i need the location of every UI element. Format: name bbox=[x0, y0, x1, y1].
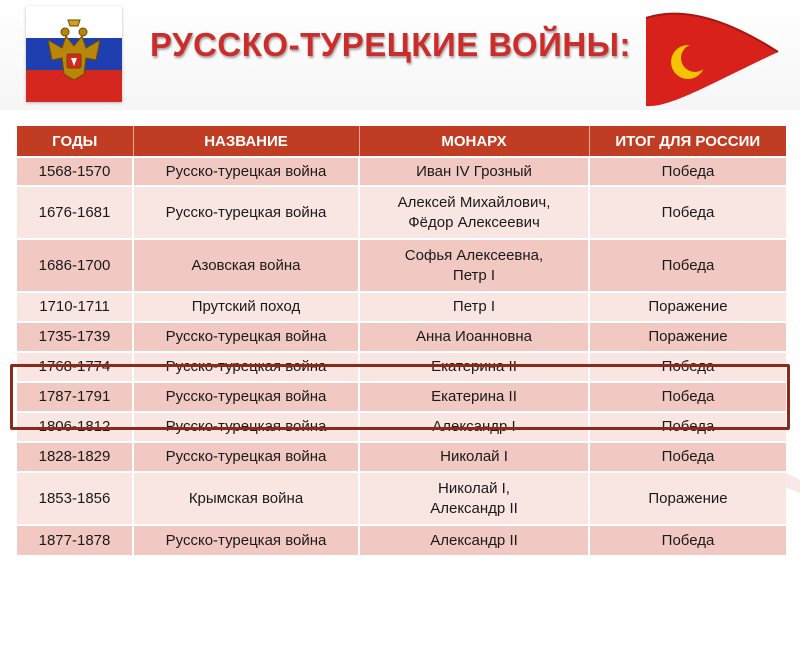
cell-monarch bbox=[359, 412, 589, 442]
header-name: НАЗВАНИЕ bbox=[133, 126, 359, 157]
monarch-line: Екатерина II bbox=[431, 358, 517, 375]
cell-monarch bbox=[359, 239, 589, 292]
monarch-line: Петр I bbox=[452, 298, 496, 315]
cell-monarch bbox=[359, 382, 589, 412]
monarch-line: Анна Иоанновна bbox=[415, 328, 533, 345]
table-row bbox=[17, 352, 786, 382]
wars-table bbox=[17, 126, 786, 555]
cell-name: Русско-турецкая война bbox=[133, 442, 359, 472]
cell-monarch bbox=[359, 322, 589, 352]
cell-result: Победа bbox=[589, 186, 786, 239]
table-row bbox=[17, 157, 786, 186]
table-row bbox=[17, 412, 786, 442]
cell-monarch bbox=[359, 157, 589, 186]
cell-years: 1877-1878 bbox=[17, 525, 133, 555]
cell-name: Азовская война bbox=[133, 239, 359, 292]
cell-result: Поражение bbox=[589, 292, 786, 322]
cell-years: 1710-1711 bbox=[17, 292, 133, 322]
cell-result: Победа bbox=[589, 352, 786, 382]
cell-years: 1676-1681 bbox=[17, 186, 133, 239]
table-row bbox=[17, 239, 786, 292]
cell-result: Победа bbox=[589, 239, 786, 292]
table-row bbox=[17, 382, 786, 412]
cell-years: 1735-1739 bbox=[17, 322, 133, 352]
monarch-line: Фёдор Алексеевич bbox=[408, 213, 540, 231]
table-header-row bbox=[17, 126, 786, 157]
table-row bbox=[17, 322, 786, 352]
monarch-line: Николай I bbox=[440, 448, 508, 465]
monarch-line: Александр II bbox=[430, 499, 518, 517]
header-years: ГОДЫ bbox=[17, 126, 133, 157]
monarch-line: Петр I bbox=[452, 266, 496, 284]
cell-monarch bbox=[359, 442, 589, 472]
monarch-line: Александр I bbox=[432, 418, 516, 435]
cell-result: Поражение bbox=[589, 472, 786, 525]
cell-monarch bbox=[359, 292, 589, 322]
cell-name: Прутский поход bbox=[133, 292, 359, 322]
monarch-line: Софья Алексеевна, bbox=[404, 246, 544, 264]
header-monarch: МОНАРХ bbox=[359, 126, 589, 157]
cell-name: Русско-турецкая война bbox=[133, 382, 359, 412]
ottoman-flag-icon bbox=[640, 8, 780, 108]
cell-name: Русско-турецкая война bbox=[133, 157, 359, 186]
monarch-line: Иван IV Грозный bbox=[416, 162, 532, 180]
cell-result: Победа bbox=[589, 442, 786, 472]
cell-monarch bbox=[359, 525, 589, 555]
cell-years: 1686-1700 bbox=[17, 239, 133, 292]
cell-years: 1568-1570 bbox=[17, 157, 133, 186]
cell-years: 1768-1774 bbox=[17, 352, 133, 382]
table-row bbox=[17, 442, 786, 472]
cell-monarch bbox=[359, 352, 589, 382]
cell-years: 1806-1812 bbox=[17, 412, 133, 442]
cell-name: Крымская война bbox=[133, 472, 359, 525]
monarch-line: Алексей Михайлович, bbox=[397, 193, 551, 211]
cell-result: Поражение bbox=[589, 322, 786, 352]
table-row bbox=[17, 472, 786, 525]
page-title: РУССКО-ТУРЕЦКИЕ ВОЙНЫ: bbox=[150, 26, 631, 63]
table-row bbox=[17, 292, 786, 322]
table-row bbox=[17, 525, 786, 555]
cell-monarch bbox=[359, 186, 589, 239]
cell-result: Победа bbox=[589, 525, 786, 555]
table-row bbox=[17, 186, 786, 239]
cell-name: Русско-турецкая война bbox=[133, 352, 359, 382]
cell-name: Русско-турецкая война bbox=[133, 412, 359, 442]
russian-flag-with-eagle-icon bbox=[26, 6, 122, 102]
cell-monarch bbox=[359, 472, 589, 525]
cell-result: Победа bbox=[589, 412, 786, 442]
monarch-line: Александр II bbox=[430, 531, 518, 549]
cell-result: Победа bbox=[589, 157, 786, 186]
monarch-line: Екатерина II bbox=[431, 388, 517, 405]
cell-name: Русско-турецкая война bbox=[133, 525, 359, 555]
cell-years: 1828-1829 bbox=[17, 442, 133, 472]
cell-years: 1787-1791 bbox=[17, 382, 133, 412]
cell-name: Русско-турецкая война bbox=[133, 186, 359, 239]
header-result: ИТОГ ДЛЯ РОССИИ bbox=[589, 126, 786, 157]
cell-years: 1853-1856 bbox=[17, 472, 133, 525]
monarch-line: Николай I, bbox=[438, 479, 510, 497]
cell-result: Победа bbox=[589, 382, 786, 412]
cell-name: Русско-турецкая война bbox=[133, 322, 359, 352]
